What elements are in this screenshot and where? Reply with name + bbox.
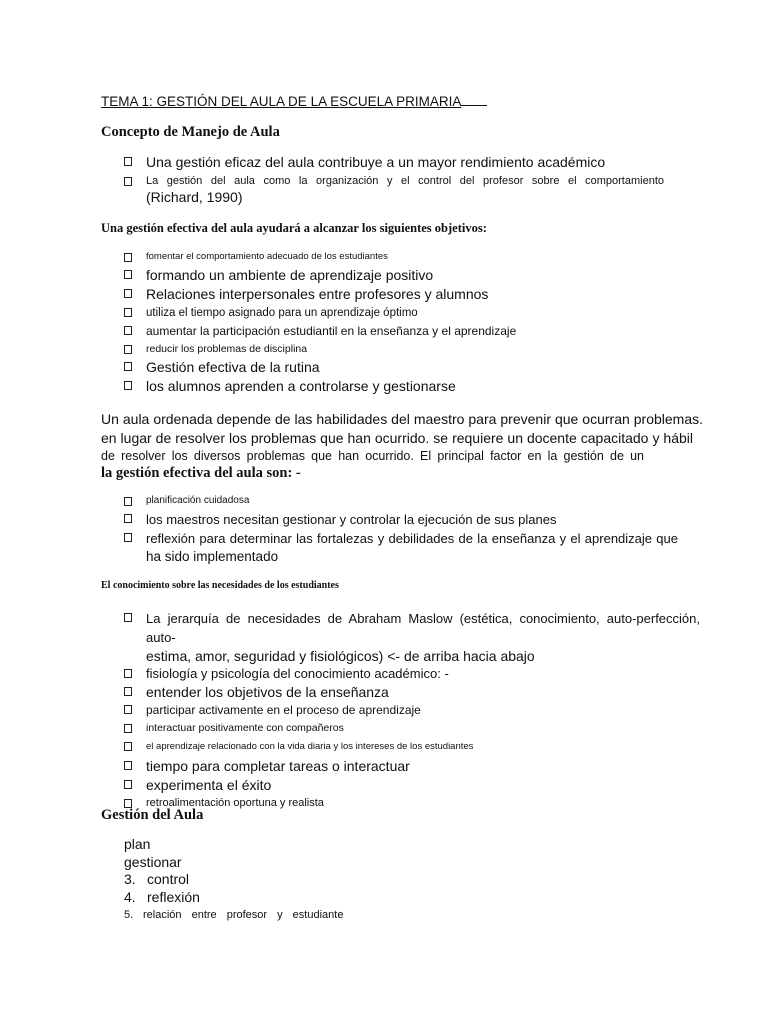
list-item: interactuar positivamente con compañeros (124, 719, 700, 737)
checkbox-bullet-icon (124, 362, 132, 371)
list-item: participar activamente en el proceso de aprendizaje (124, 701, 700, 719)
list-item: La jerarquía de necesidades de Abraham Maslow (estética, conocimiento, auto-perfección, auto- (124, 609, 700, 647)
checkbox-bullet-icon (124, 742, 132, 751)
list-item: fomentar el comportamiento adecuado de los estudiantes (124, 248, 516, 266)
checkbox-bullet-icon (124, 613, 132, 622)
list-item: Gestión efectiva de la rutina (124, 358, 516, 377)
list-item-continuation: estima, amor, seguridad y fisiológicos) <- de arriba hacia abajo (146, 648, 535, 664)
list-item: planificación cuidadosa (124, 492, 678, 510)
list-item: reducir los problemas de disciplina (124, 340, 516, 358)
list-item: Relaciones interpersonales entre profesores y alumnos (124, 285, 516, 304)
list-item: gestionar (124, 853, 182, 870)
heading-gestion-del-aula: Gestión del Aula (101, 807, 204, 823)
heading-gestion-efectiva: la gestión efectiva del aula son: - (101, 465, 301, 481)
document-title: TEMA 1: GESTIÓN DEL AULA DE LA ESCUELA PRIMARIA (101, 94, 487, 109)
checkbox-bullet-icon (124, 533, 132, 542)
checkbox-bullet-icon (124, 177, 132, 186)
list-item: 3. control (124, 871, 190, 887)
heading-necesidades: El conocimiento sobre las necesidades de los estudiantes (101, 580, 339, 591)
checkbox-bullet-icon (124, 669, 132, 678)
list-item: La gestión del aula como la organización y el control del profesor sobre el comportamiento (124, 172, 664, 190)
list-item: retroalimentación oportuna y realista (124, 794, 700, 812)
list-item: experimenta el éxito (124, 776, 700, 794)
list-item: los alumnos aprenden a controlarse y gestionarse (124, 377, 516, 396)
list-item: reflexión para determinar las fortalezas y debilidades de la enseñanza y el aprendizaje que (124, 529, 678, 548)
list-gestion-del-aula (124, 836, 343, 924)
checkbox-bullet-icon (124, 497, 132, 506)
list-gestion-efectiva (124, 492, 678, 566)
checkbox-bullet-icon (124, 724, 132, 733)
list-item: utiliza el tiempo asignado para un aprendizaje óptimo (124, 304, 516, 322)
list-item: los maestros necesitan gestionar y controlar la ejecución de sus planes (124, 510, 678, 529)
checkbox-bullet-icon (124, 780, 132, 789)
list-item: aumentar la participación estudiantil en la enseñanza y el aprendizaje (124, 322, 516, 340)
list-item: plan (124, 836, 151, 852)
list-item-continuation: (Richard, 1990) (146, 189, 243, 205)
checkbox-bullet-icon (124, 761, 132, 770)
list-item: entender los objetivos de la enseñanza (124, 683, 700, 701)
checkbox-bullet-icon (124, 687, 132, 696)
list-item: 4. reflexión (124, 888, 200, 905)
checkbox-bullet-icon (124, 345, 132, 354)
list-item: el aprendizaje relacionado con la vida diaria y los intereses de los estudiantes (124, 737, 700, 757)
list-objetivos (124, 248, 516, 396)
checkbox-bullet-icon (124, 381, 132, 390)
list-item-continuation: ha sido implementado (146, 549, 279, 564)
checkbox-bullet-icon (124, 514, 132, 523)
checkbox-bullet-icon (124, 270, 132, 279)
list-item: tiempo para completar tareas o interactuar (124, 757, 700, 776)
list-item: formando un ambiente de aprendizaje positivo (124, 266, 516, 285)
checkbox-bullet-icon (124, 289, 132, 298)
checkbox-bullet-icon (124, 157, 132, 166)
checkbox-bullet-icon (124, 308, 132, 317)
heading-concepto: Concepto de Manejo de Aula (101, 124, 280, 140)
list-item: Una gestión eficaz del aula contribuye a un mayor rendimiento académico (124, 153, 664, 172)
checkbox-bullet-icon (124, 253, 132, 262)
checkbox-bullet-icon (124, 705, 132, 714)
list-item: 5. relación entre profesor y estudiante (124, 909, 344, 921)
checkbox-bullet-icon (124, 326, 132, 335)
list-concepto (124, 153, 664, 207)
list-item: fisiología y psicología del conocimiento académico: - (124, 665, 700, 683)
list-necesidades (124, 609, 700, 812)
heading-objetivos: Una gestión efectiva del aula ayudará a alcanzar los siguientes objetivos: (101, 221, 487, 235)
paragraph-aula-ordenada: Un aula ordenada depende de las habilidades del maestro para prevenir que ocurran problemas. en lugar de resolver los problemas que han ocurrido. se requiere un docente capacitado y hábil de resolver los diversos problemas que han ocurrido. El principal factor en la gestión de un (101, 411, 703, 463)
